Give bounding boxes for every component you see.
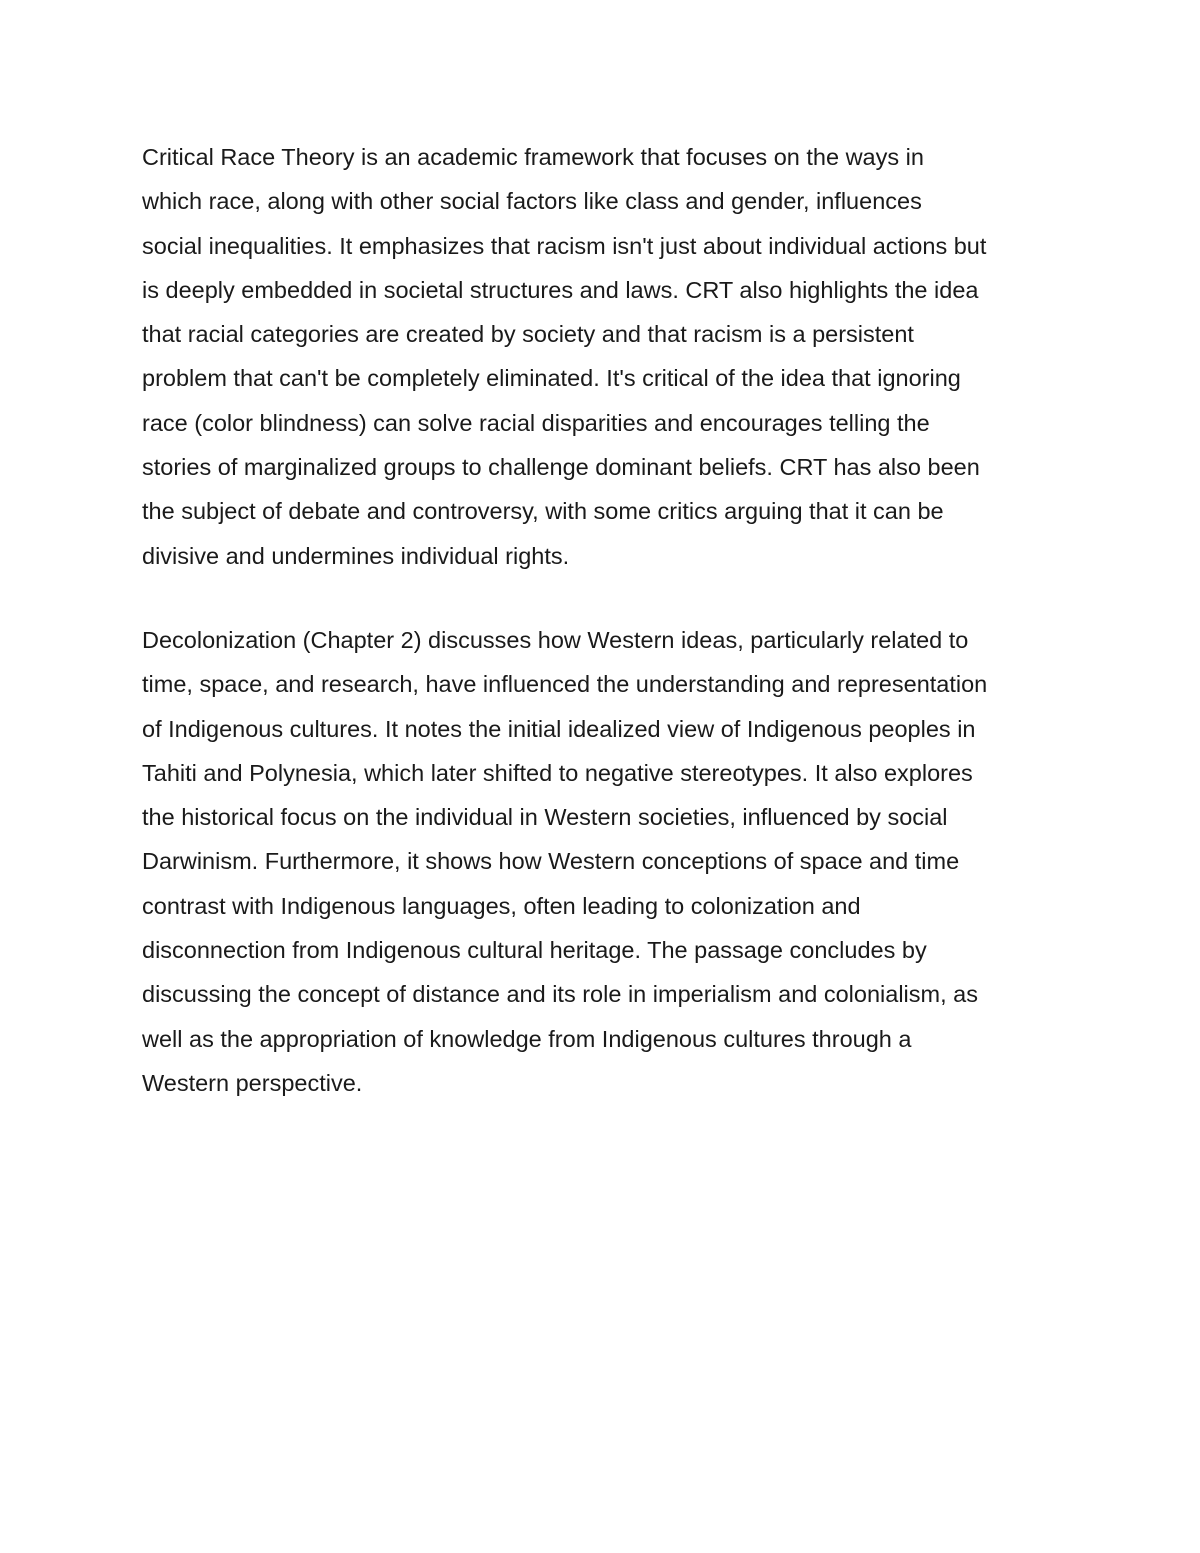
document-body <box>142 135 1072 1105</box>
paragraph-critical-race-theory: Critical Race Theory is an academic framework that focuses on the ways in which race, along with other social factors like class and gender, influences social inequalities. It emphasizes that racism isn't just about individual actions but is deeply embedded in societal structures and laws. CRT also highlights the idea that racial categories are created by society and that racism is a persistent problem that can't be completely eliminated. It's critical of the idea that ignoring race (color blindness) can solve racial disparities and encourages telling the stories of marginalized groups to challenge dominant beliefs. CRT has also been the subject of debate and controversy, with some critics arguing that it can be divisive and undermines individual rights. <box>142 144 987 569</box>
paragraph-decolonization: Decolonization (Chapter 2) discusses how Western ideas, particularly related to time, space, and research, have influenced the understanding and representation of Indigenous cultures. It notes the initial idealized view of Indigenous peoples in Tahiti and Polynesia, which later shifted to negative stereotypes. It also explores the historical focus on the individual in Western societies, influenced by social Darwinism. Furthermore, it shows how Western conceptions of space and time contrast with Indigenous languages, often leading to colonization and disconnection from Indigenous cultural heritage. The passage concludes by discussing the concept of distance and its role in imperialism and colonialism, as well as the appropriation of knowledge from Indigenous cultures through a Western perspective. <box>142 626 988 1096</box>
